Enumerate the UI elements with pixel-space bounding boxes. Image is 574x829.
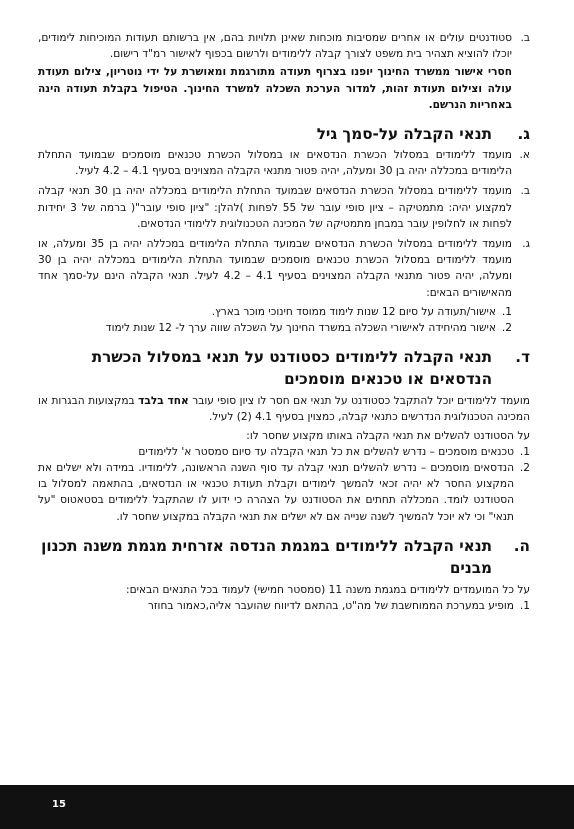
section-intro xyxy=(38,393,530,425)
section-heading xyxy=(38,535,530,579)
section-intro: על כל המועמדים ללימודים במגמת משנה 11 (סמסטר חמישי) לעמוד בכל התנאים הבאים: xyxy=(126,583,530,596)
sub-text: אישור מהיחידה לאישורי השכלה במשרד החינוך על השכלה שווה ערך ל- 12 שנות לימוד xyxy=(105,322,496,335)
sub-text: אישור/תעודה על סיום 12 שנות לימוד ממוסד חינוכי מוכר בארץ. xyxy=(211,305,496,318)
sub-item xyxy=(38,460,530,525)
sub-item xyxy=(38,598,530,614)
intro-text: במקצועות הבגרות או המכינה הטכנולוגית הנדרשים כתנאי קבלה, כמצוין בסעיף 4.1 (2) לעיל. xyxy=(38,395,530,424)
item-marker: ג. xyxy=(522,238,530,251)
item-text: מועמד ללימודים במסלול הכשרת הנדסאים או במסלול הכשרת טכנאים מוסמכים שבמועד התחלת הלימודים במכללה יהיה בן 30 ומעלה, יהיה פטור מתנאי הקבלה המצוינים בסעיף 4.1 – 4.2 לעיל. xyxy=(38,149,512,178)
section-age xyxy=(38,123,530,336)
section-letter: ד. xyxy=(515,348,530,367)
sub-marker: 1. xyxy=(519,445,530,458)
item-marker: ב. xyxy=(520,32,530,44)
intro-text: מועמד ללימודים יוכל להתקבל כסטודנט על תנאי אם חסר לו ציון סופי עובר xyxy=(188,395,530,408)
item-text: מועמד ללימודים במסלול הכשרת הנדסאים שבמועד התחלת הלימודים במכללה יהיה בן 35 ומעלה, או מועמד ללימודים במסלול הכשרת טכנאים מוסמכים שבמועד התחלת הלימודים במכללה יהיה בן 30 ומעלה, יהיה פטור מתנאי הקבלה המצוינים בסעיף 4.1 – 4.2 לעיל. תנאי הקבלה הינם על-סמך אחד מהאישורים הבאים: xyxy=(38,238,512,299)
section-letter: ה. xyxy=(513,536,530,555)
item-text: סטודנטים עולים או אחרים שמסיבות מוכחות שאינן תלויות בהם, אין ברשותם תעודות המוכיחות לימודים, יוכלו להוציא תצהיר בית משפט לצורך קבלה ללימודים ולרשום בכפוף לאישור רמ"ד רישום. xyxy=(38,32,512,61)
section-title: תנאי הקבלה ללימודים במגמת הנדסה אזרחית מגמת משנה תכנון מבנים xyxy=(41,536,492,577)
sub-marker: 1. xyxy=(519,600,530,613)
sub-marker: 2. xyxy=(519,462,530,475)
intro-bold: אחד בלבד xyxy=(138,395,189,408)
page-footer xyxy=(0,785,574,829)
list-item xyxy=(38,183,530,232)
item-text: מועמד ללימודים במסלול הכשרת הנדסאים שבמועד התחלת הלימודים במכללה יהיה בן 30 תנאי קבלה למקצוע יהיה: מתמטיקה – ציון סופי עובר של 55 לפחות )להלן: "ציון סופי עובר"( ברמה של 3 יחידות לפחות או לחלופין עובר במבחן מתמטיקה של המכינה הטכנולוגית ללימודי הנדסאים. xyxy=(38,185,512,230)
section-heading xyxy=(38,123,530,145)
item-marker: א. xyxy=(519,149,530,162)
bold-note: חסרי אישור ממשרד החינוך יופנו בצרוף תעודה מתורגמת ומאושרת על ידי נוטריון, צילום תעודת עולה וצילום תעודת זהות, למדור הערכת השכלה למשרד החינוך. הטיפול בקבלת תעודה הינה באחריות הנרשם. xyxy=(38,66,512,111)
list-item xyxy=(38,30,530,113)
section-conditional xyxy=(38,346,530,525)
list-item xyxy=(38,147,530,179)
sub-text: הנדסאים מוסמכים – נדרש להשלים תנאי קבלה עד סוף השנה הראשונה, ללימודיו. במידה ולא ישלים את המקצוע החסר לא יהיה זכאי להמשך לימודים וקבלת תעודת טכנאי או הנדסאים, בהתאמה למסלול בו הסטודנט לומד. המכללה תחתים את הסטודנט על הצהרה כי ידוע לו שהתקבל ללימודים בסטאטוס "על תנאי" וכי לא יוכל להמשיך לשנה שנייה אם לא ישלים את תנאי הקבלה במקצוע שחסר לו. xyxy=(38,462,514,523)
sub-item xyxy=(38,444,530,460)
list-item xyxy=(38,236,530,336)
page-number: 15 xyxy=(52,799,66,810)
sub-item xyxy=(38,320,512,336)
item-marker: ב. xyxy=(520,185,530,198)
section-title: תנאי הקבלה ללימודים כסטודנט על תנאי במסלול הכשרת הנדסאים או טכנאים מוסמכים xyxy=(91,348,492,389)
section-letter: ג. xyxy=(517,125,530,144)
sub-marker: 1. xyxy=(501,305,512,318)
section-title: תנאי הקבלה על-סמך גיל xyxy=(316,125,492,144)
section-intro-2: על הסטודנט להשלים את תנאי הקבלה באותו מקצוע שחסר לו: xyxy=(246,429,530,442)
sub-text: טכנאים מוסמכים – נדרש להשלים את כל תנאי הקבלה עד סיום סמסטר א' ללימודים xyxy=(138,445,514,458)
section-civil-engineering xyxy=(38,535,530,614)
sub-marker: 2. xyxy=(501,322,512,335)
section-heading xyxy=(38,346,530,390)
page-content xyxy=(38,30,530,614)
sub-item xyxy=(38,304,512,320)
sub-text: מופיע במערכת הממוחשבת של מה"ט, בהתאם לדיווח שהועבר אליה,כאמור בחוזר xyxy=(147,600,514,613)
